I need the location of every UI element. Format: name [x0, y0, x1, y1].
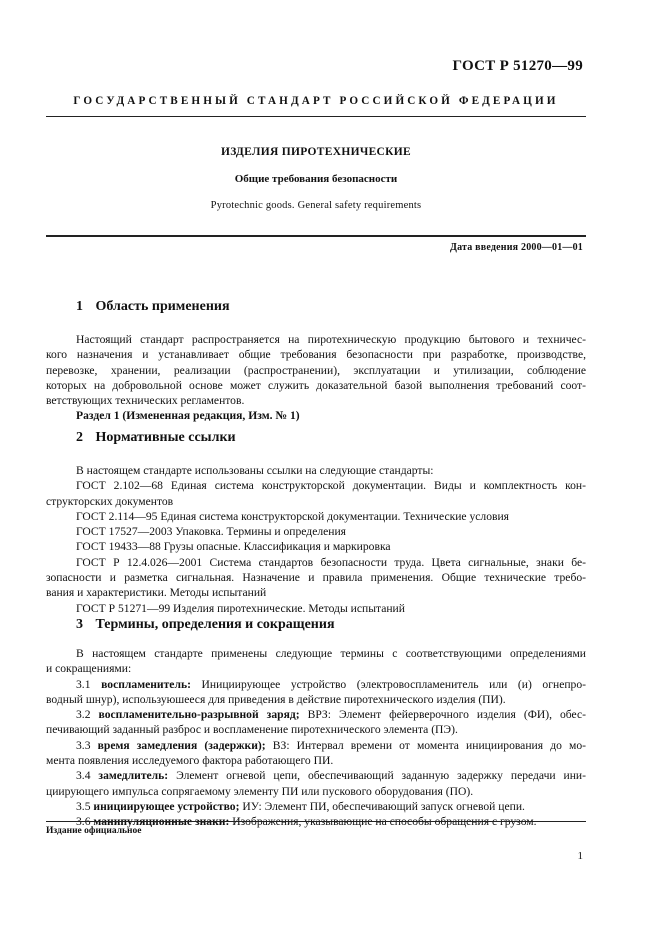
section-title: Область применения	[95, 299, 230, 314]
amendment-note: Раздел 1 (Измененная редакция, Изм. № 1)	[76, 409, 300, 423]
section-title: Термины, определения и сокращения	[95, 617, 335, 632]
term-3-5	[46, 799, 586, 814]
term-definition: Инициирующее устройство (электровоспламенитель или (и) огнепро-	[201, 677, 586, 691]
term-number: 3.6	[76, 815, 91, 829]
term-3-4	[46, 768, 586, 783]
footer-rule	[46, 821, 586, 822]
text-line: ветствующих технических регламентов.	[46, 394, 245, 408]
section-2-heading	[76, 430, 236, 446]
text-line: циирующего импульса сопрягаемому элементу ПИ или пускового оборудования (ПО).	[46, 784, 474, 798]
term-definition: Элемент огневой цепи, обеспечивающий заданную задержку передачи ини-	[176, 769, 587, 783]
official-edition-label: Издание официальное	[46, 826, 142, 836]
reference-line: ГОСТ 2.114—95 Единая система конструкторской документации. Технические условия	[76, 509, 510, 523]
reference-line: ГОСТ 17527—2003 Упаковка. Термины и определения	[76, 525, 347, 539]
section-3-paragraph	[46, 646, 586, 830]
text-line: которых на добровольной основе может служить доказательной базой выполнения требований соот-	[46, 378, 586, 392]
reference-line: ГОСТ 2.102—68 Единая система конструкторской документации. Виды и комплектность кон-	[76, 479, 586, 493]
term-name: время замедления (задержки);	[97, 738, 266, 752]
english-title: Pyrotechnic goods. General safety requirements	[210, 200, 422, 211]
section-2-paragraph	[46, 463, 586, 616]
text-line: мента появления исследуемого фактора работающего ПИ.	[46, 754, 334, 768]
document-subtitle: Общие требования безопасности	[234, 173, 398, 185]
term-definition: ВРЗ: Элемент фейерверочного изделия (ФИ), обес-	[307, 708, 586, 722]
term-number: 3.4	[76, 769, 91, 783]
text-line: В настоящем стандарте применены следующие термины с соответствующими определениями	[76, 647, 586, 660]
section-1-paragraph	[46, 332, 586, 424]
reference-line: ГОСТ Р 12.4.026—2001 Система стандартов безопасности труда. Цвета сигнальные, знаки бе-	[76, 555, 586, 569]
term-3-2	[46, 707, 586, 722]
text-line: Настоящий стандарт распространяется на пиротехническую продукцию бытового и техничес-	[76, 333, 586, 346]
reference-line: вания и характеристики. Методы испытаний	[46, 586, 267, 600]
reference-line: структорских документов	[46, 494, 174, 508]
term-number: 3.3	[76, 738, 91, 752]
document-number: ГОСТ Р 51270—99	[452, 58, 583, 74]
term-3-3	[46, 738, 586, 753]
term-name: замедлитель:	[98, 769, 169, 783]
text-line: кого назначения и устанавливает общие требования безопасности при разработке, производстве,	[46, 348, 586, 362]
section-number: 3	[76, 617, 83, 632]
term-3-1	[46, 677, 586, 692]
document-title: ИЗДЕЛИЯ ПИРОТЕХНИЧЕСКИЕ	[220, 146, 412, 158]
header-rule	[46, 116, 586, 117]
section-number: 2	[76, 430, 83, 445]
term-definition: ИУ: Элемент ПИ, обеспечивающий запуск огневой цепи.	[242, 799, 525, 813]
text-line: и сокращениями:	[46, 662, 132, 676]
state-standard-header: ГОСУДАРСТВЕННЫЙ СТАНДАРТ РОССИЙСКОЙ ФЕДЕРАЦИИ	[73, 95, 559, 107]
text-line: водный шнур), используюшееся для приведения в действие пиротехнического изделия (ПИ).	[46, 692, 506, 706]
text-line: В настоящем стандарте использованы ссылки на следующие стандарты:	[76, 464, 434, 477]
reference-line: зопасности и разметка сигнальная. Назначение и правила применения. Общие технические требо-	[46, 571, 586, 585]
term-definition: ВЗ: Интервал времени от момента инициирования до мо-	[272, 738, 586, 752]
term-number: 3.2	[76, 708, 91, 722]
reference-line: ГОСТ Р 51271—99 Изделия пиротехнические. Методы испытаний	[76, 601, 405, 615]
term-number: 3.1	[76, 677, 91, 691]
text-line: печивающий заданный разброс и воспламенение пиротехнического элемента (ПЭ).	[46, 723, 458, 737]
term-name: инициирующее устройство;	[93, 799, 240, 813]
term-name: манипуляционные знаки:	[93, 815, 230, 829]
term-definition: Изображения, указывающие на способы обращения с грузом.	[232, 815, 537, 829]
text-line: перевозке, хранении, реализации (распространении), эксплуатации и утилизации, соблюдение	[46, 363, 586, 377]
reference-line: ГОСТ 19433—88 Грузы опасные. Классификация и маркировка	[76, 540, 391, 554]
introduction-date: Дата введения 2000—01—01	[450, 242, 583, 253]
section-number: 1	[76, 299, 83, 314]
term-name: воспламенитель:	[101, 677, 191, 691]
section-1-heading	[76, 299, 230, 315]
term-name: воспламенительно-разрывной заряд;	[98, 708, 300, 722]
page-number: 1	[577, 850, 583, 862]
section-3-heading	[76, 617, 335, 633]
title-rule	[46, 235, 586, 237]
term-number: 3.5	[76, 799, 91, 813]
section-title: Нормативные ссылки	[95, 430, 236, 445]
